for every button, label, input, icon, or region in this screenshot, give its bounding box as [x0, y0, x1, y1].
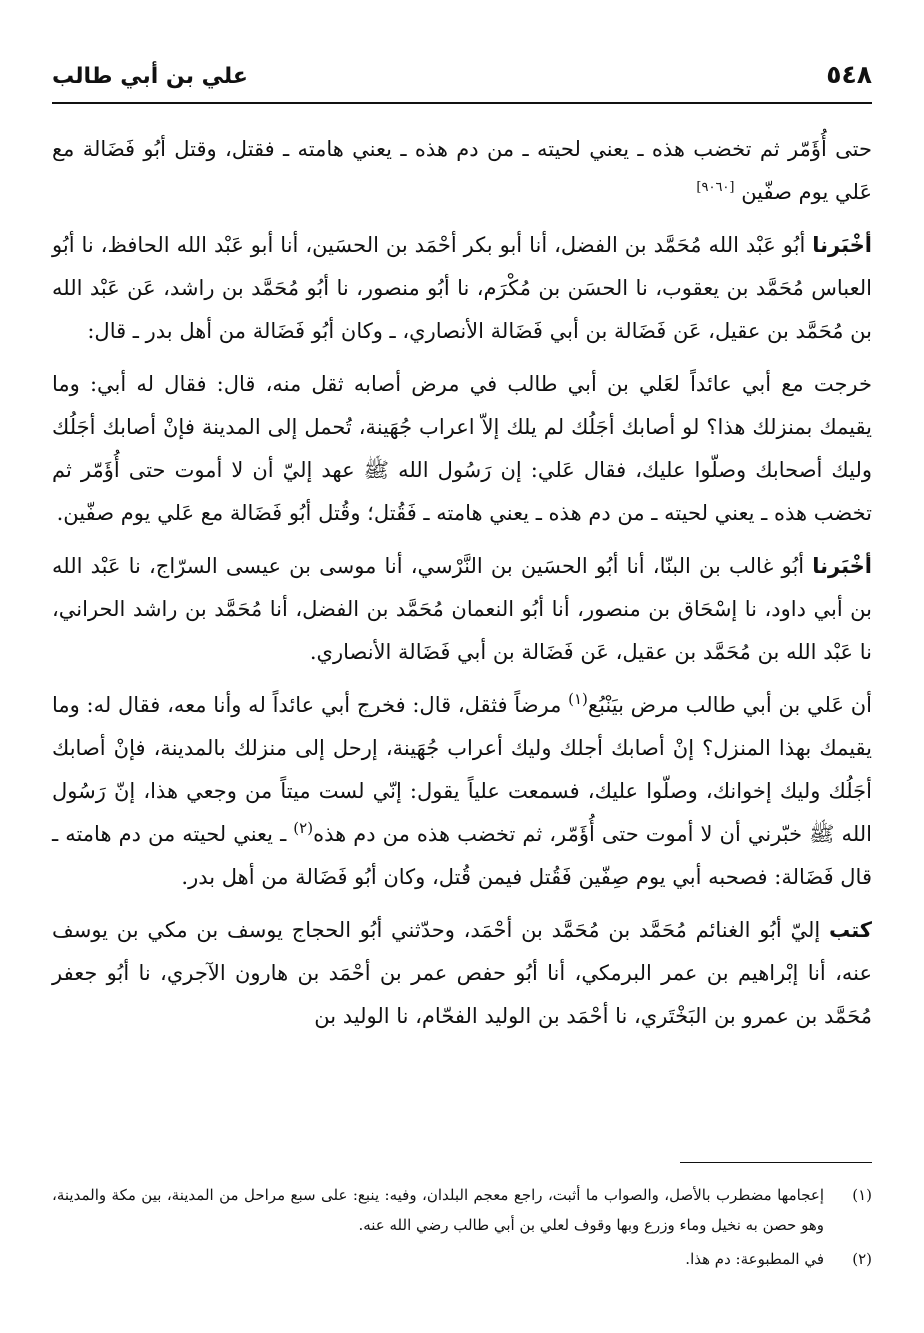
- paragraph-5-text-a: أن عَلي بن أبي طالب مرض بيَنْبُع: [587, 693, 873, 717]
- paragraph-3-text: خرجت مع أبي عائداً لعَلي بن أبي طالب في مرض أصابه ثقل منه، قال: فقال له أبي: وما يقيمك بمنزلك هذا؟ لو أصابك أجَلُك لم يلك إلاّ اعراب جُهَينة، تُحمل إلى المدينة فإنْ أصابك أجَلُك وليك أصحابك وصلّوا عليك، فقال عَلي: إن رَسُول الله ﷺ عهد إليّ أن لا أموت حتى أُؤَمّر ثم تخضب هذه ـ يعني لحيته ـ من دم هذه ـ يعني هامته ـ فَقُتل؛ وقُتل أبُو فَضَالة مع عَلي يوم صفّين.: [52, 372, 872, 525]
- paragraph-5-text-b: مرضاً فثقل، قال: فخرج أبي عائداً له وأنا معه، فقال له: وما يقيمك بهذا المنزل؟ إنْ أصابك أجلك وليك أعراب جُهَينة، إرحل إلى منزلك بالمدينة، فإنْ أصابك أجَلُك وليك إخوانك، وصلّوا عليك، فسمعت علياً يقول: إنّي لست ميتاً من وجعي هذا، إنّ رَسُول الله ﷺ خبّرني أن لا أموت حتى أُؤَمّر، ثم تخضب هذه من دم هذه: [52, 693, 873, 846]
- footnote-1-number: (١): [852, 1186, 872, 1204]
- paragraph-1-text: حتى أُؤَمّر ثم تخضب هذه ـ يعني لحيته ـ من دم هذه ـ يعني هامته ـ فقتل، وقتل أبُو فَضَالة مع عَلي يوم صفّين: [52, 137, 872, 204]
- page-number: ٥٤٨: [826, 60, 872, 89]
- paragraph-2-lead-word: أخْبَرنا: [812, 233, 873, 257]
- paragraph-5: [52, 684, 872, 899]
- footnote-marker-1: (١): [568, 690, 588, 708]
- paragraph-2-text: أبُو عَبْد الله مُحَمَّد بن الفضل، أنا أبو بكر أحْمَد بن الحسَين، أنا أبو عَبْد الله الحافظ، نا أبُو العباس مُحَمَّد بن يعقوب، نا الحسَن بن مُكْرَم، نا أبُو منصور، نا أبُو مُحَمَّد بن راشد، عَن عَبْد الله بن مُحَمَّد بن عقيل، عَن فَضَالة بن أبي فَضَالة الأنصاري، ـ وكان أبُو فَضَالة من أهل بدر ـ قال:: [52, 233, 872, 343]
- footnote-1: [52, 1180, 872, 1240]
- paragraph-2: [52, 224, 872, 353]
- footnote-2-number: (٢): [852, 1250, 872, 1268]
- footnote-marker-2: (٢): [293, 819, 314, 837]
- paragraph-3: [52, 363, 872, 535]
- page-header: [52, 58, 872, 104]
- paragraph-1: [52, 128, 872, 214]
- paragraph-5-text-c: ـ يعني لحيته من دم هامته ـ قال فَضَالة: فصحبه أبي يوم صِفّين فَقُتل فيمن قُتل، وكان أبُو فَضَالة من أهل بدر.: [52, 822, 872, 889]
- running-title: علي بن أبي طالب: [52, 64, 248, 89]
- hadith-reference-number: [٩٠٦٠]: [696, 180, 735, 195]
- main-text: [52, 128, 872, 1048]
- footnotes: [52, 1180, 872, 1278]
- footnote-2: [52, 1244, 872, 1274]
- paragraph-4-lead-word: أخْبَرنا: [812, 554, 872, 578]
- paragraph-6: [52, 909, 872, 1038]
- paragraph-4: [52, 545, 872, 674]
- footnote-divider: [680, 1162, 872, 1163]
- paragraph-6-text: إليّ أبُو الغنائم مُحَمَّد بن مُحَمَّد بن أحْمَد، وحدّثني أبُو الحجاج يوسف بن مكي بن يوسف عنه، أنا إبْراهيم بن عمر البرمكي، أنا أبُو حفص عمر بن أحْمَد بن هارون الآجري، نا أبُو جعفر مُحَمَّد بن عمرو بن البَخْتَري، نا أحْمَد بن الوليد الفحّام، نا الوليد بن: [52, 918, 872, 1028]
- paragraph-4-text: أبُو غالب بن البنّا، أنا أبُو الحسَين بن النَّرْسي، أنا موسى بن عيسى السرّاج، نا عَبْد الله بن أبي داود، نا إسْحَاق بن منصور، أنا أبُو النعمان مُحَمَّد بن الفضل، أنا مُحَمَّد بن راشد الحراني، نا عَبْد الله بن مُحَمَّد بن عقيل، عَن فَضَالة بن أبي فَضَالة الأنصاري.: [52, 554, 872, 664]
- footnote-1-text: إعجامها مضطرب بالأصل، والصواب ما أثبت، راجع معجم البلدان، وفيه: ينبع: على سبع مراحل من المدينة، بين مكة والمدينة، وهو حصن به نخيل وماء وزرع وبها وقوف لعلي بن أبي طالب رضي الله عنه.: [52, 1186, 824, 1234]
- footnote-2-text: في المطبوعة: دم هذا.: [685, 1250, 824, 1268]
- paragraph-6-lead-word: كتب: [828, 918, 872, 942]
